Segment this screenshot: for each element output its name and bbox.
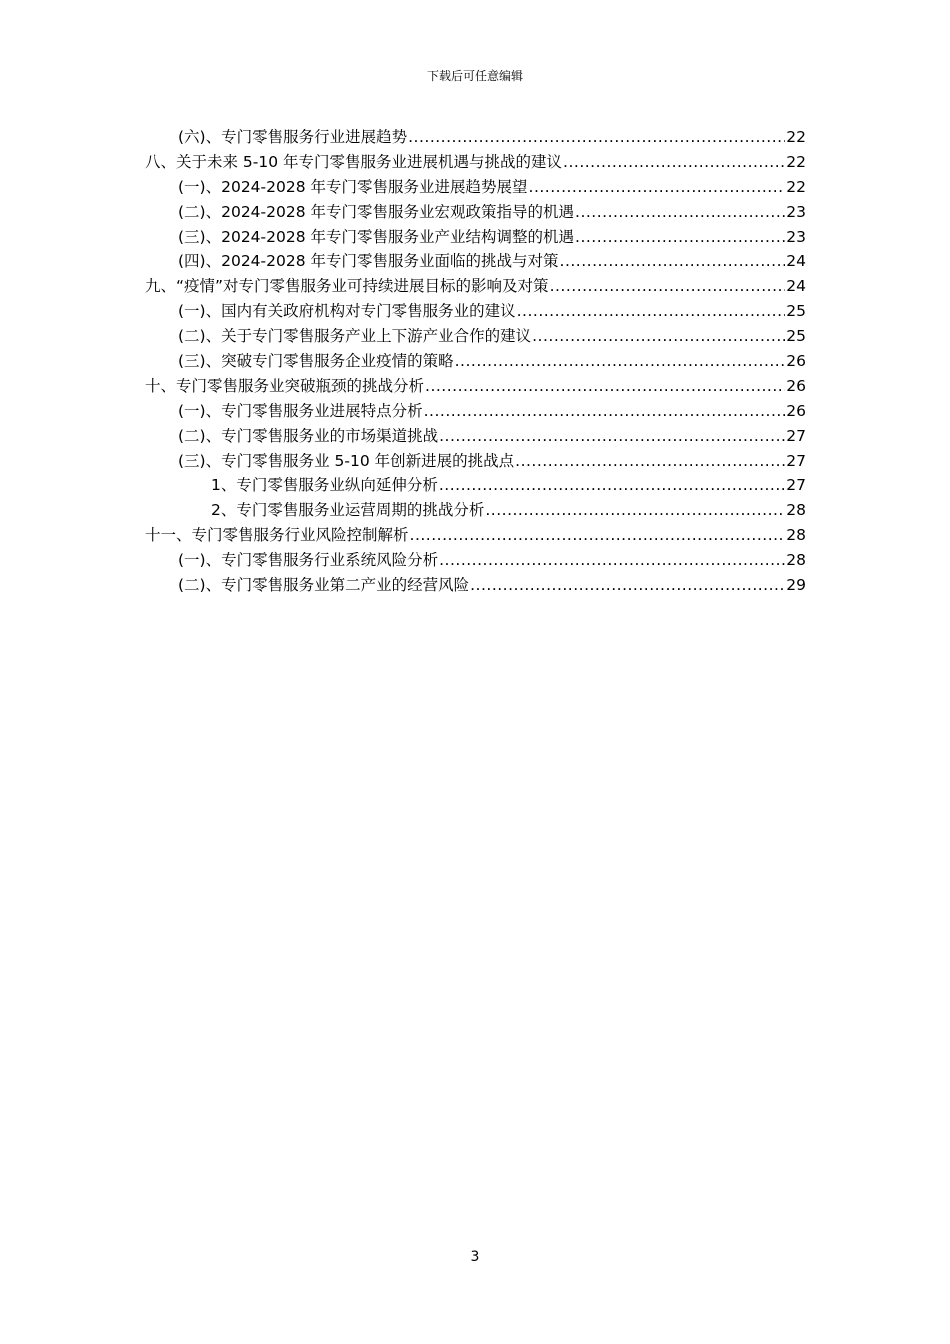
toc-dot-leader bbox=[425, 374, 785, 399]
toc-dot-leader bbox=[408, 125, 785, 150]
toc-entry-page: 23 bbox=[786, 227, 806, 246]
toc-dot-leader bbox=[529, 175, 786, 200]
toc-entry[interactable] bbox=[145, 548, 806, 573]
toc-dot-leader bbox=[439, 473, 785, 498]
toc-dot-leader bbox=[424, 399, 786, 424]
toc-entry[interactable] bbox=[145, 150, 806, 175]
toc-entry-label: (二)、专门零售服务业的市场渠道挑战 bbox=[178, 426, 439, 445]
toc-entry-page: 22 bbox=[786, 128, 806, 146]
toc-entry-page: 28 bbox=[786, 551, 806, 570]
toc-entry[interactable] bbox=[145, 249, 806, 274]
toc-entry-page: 25 bbox=[786, 327, 806, 346]
toc-entry-label: 十一、专门零售服务行业风险控制解析 bbox=[145, 526, 409, 545]
toc-entry[interactable] bbox=[145, 349, 806, 374]
toc-entry-label: (六)、专门零售服务行业进展趋势 bbox=[178, 128, 408, 146]
toc-dot-leader bbox=[575, 200, 785, 225]
toc-entry-label: (三)、突破专门零售服务企业疫情的策略 bbox=[178, 352, 454, 371]
toc-entry[interactable] bbox=[145, 299, 806, 324]
toc-entry-label: (四)、2024-2028 年专门零售服务业面临的挑战与对策 bbox=[178, 252, 559, 271]
toc-entry-label: 2、专门零售服务业运营周期的挑战分析 bbox=[211, 501, 485, 520]
toc-entry-page: 23 bbox=[786, 202, 806, 221]
toc-dot-leader bbox=[532, 324, 785, 349]
toc-entry-label: (二)、专门零售服务业第二产业的经营风险 bbox=[178, 576, 470, 595]
toc-entry-page: 28 bbox=[786, 526, 806, 545]
toc-entry-label: 九、“疫情”对专门零售服务业可持续进展目标的影响及对策 bbox=[145, 277, 549, 296]
toc-dot-leader bbox=[410, 523, 786, 548]
toc-entry-label: 十、专门零售服务业突破瓶颈的挑战分析 bbox=[145, 376, 425, 395]
toc-entry-label: 八、关于未来 5-10 年专门零售服务业进展机遇与挑战的建议 bbox=[145, 152, 563, 171]
table-of-contents bbox=[145, 125, 806, 598]
toc-entry[interactable] bbox=[145, 225, 806, 250]
toc-entry-page: 25 bbox=[786, 302, 806, 321]
toc-dot-leader bbox=[455, 349, 786, 374]
toc-entry-page: 26 bbox=[786, 401, 806, 420]
toc-entry-page: 24 bbox=[786, 252, 806, 271]
toc-dot-leader bbox=[563, 150, 785, 175]
toc-entry[interactable] bbox=[145, 573, 806, 598]
toc-entry-label: (三)、专门零售服务业 5-10 年创新进展的挑战点 bbox=[178, 451, 515, 470]
toc-entry-page: 27 bbox=[786, 451, 806, 470]
toc-entry[interactable] bbox=[145, 399, 806, 424]
toc-entry[interactable] bbox=[145, 424, 806, 449]
toc-entry-page: 22 bbox=[786, 177, 806, 196]
toc-entry[interactable] bbox=[145, 498, 806, 523]
toc-entry-label: (一)、专门零售服务业进展特点分析 bbox=[178, 401, 423, 420]
toc-entry[interactable] bbox=[145, 200, 806, 225]
toc-entry[interactable] bbox=[145, 523, 806, 548]
toc-entry-label: (三)、2024-2028 年专门零售服务业产业结构调整的机遇 bbox=[178, 227, 575, 246]
toc-entry-page: 28 bbox=[786, 501, 806, 520]
toc-dot-leader bbox=[439, 424, 785, 449]
header-note: 下载后可任意编辑 bbox=[426, 69, 523, 83]
toc-entry-page: 27 bbox=[786, 476, 806, 495]
toc-entry[interactable] bbox=[145, 125, 806, 150]
toc-entry-page: 22 bbox=[786, 152, 806, 171]
toc-entry-page: 24 bbox=[786, 277, 806, 296]
toc-dot-leader bbox=[485, 498, 785, 523]
toc-dot-leader bbox=[575, 225, 785, 250]
toc-dot-leader bbox=[515, 449, 785, 474]
toc-dot-leader bbox=[550, 274, 786, 299]
toc-entry[interactable] bbox=[145, 374, 806, 399]
toc-dot-leader bbox=[470, 573, 785, 598]
toc-entry[interactable] bbox=[145, 274, 806, 299]
toc-entry[interactable] bbox=[145, 175, 806, 200]
toc-entry-page: 26 bbox=[786, 376, 806, 395]
toc-entry-label: (一)、专门零售服务行业系统风险分析 bbox=[178, 551, 439, 570]
toc-entry-page: 29 bbox=[786, 576, 806, 595]
toc-entry-label: 1、专门零售服务业纵向延伸分析 bbox=[211, 476, 438, 495]
toc-entry[interactable] bbox=[145, 449, 806, 474]
toc-entry[interactable] bbox=[145, 473, 806, 498]
toc-entry[interactable] bbox=[145, 324, 806, 349]
toc-entry-page: 27 bbox=[786, 426, 806, 445]
toc-entry-page: 26 bbox=[786, 352, 806, 371]
toc-entry-label: (二)、2024-2028 年专门零售服务业宏观政策指导的机遇 bbox=[178, 202, 575, 221]
toc-dot-leader bbox=[517, 299, 786, 324]
toc-entry-label: (一)、2024-2028 年专门零售服务业进展趋势展望 bbox=[178, 177, 528, 196]
toc-entry-label: (二)、关于专门零售服务产业上下游产业合作的建议 bbox=[178, 327, 532, 346]
toc-entry-label: (一)、国内有关政府机构对专门零售服务业的建议 bbox=[178, 302, 516, 321]
page-number: 3 bbox=[470, 1249, 480, 1265]
toc-dot-leader bbox=[560, 249, 786, 274]
toc-dot-leader bbox=[439, 548, 785, 573]
